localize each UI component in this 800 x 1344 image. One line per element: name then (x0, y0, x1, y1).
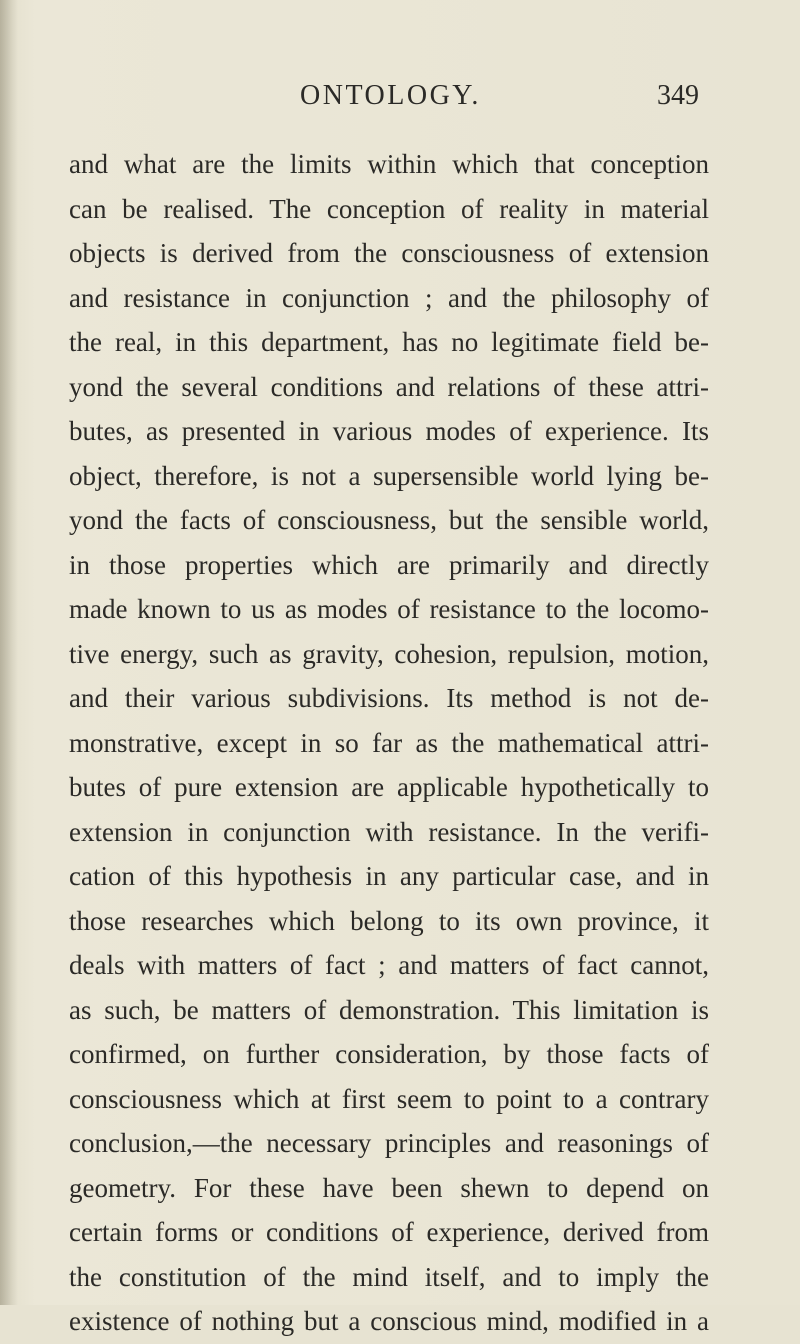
text-line: yond the several conditions and relations of these attri- (69, 371, 709, 402)
text-line: and their various subdivisions. Its method is not de- (69, 683, 709, 713)
text-line: the real, in this department, has no legitimate field be- (69, 327, 709, 357)
text-line: butes, as presented in various modes of experience. Its (69, 416, 709, 446)
text-line: objects is derived from the consciousness of extension (69, 238, 709, 268)
page-gutter-shadow (0, 0, 18, 1305)
text-line: certain forms or conditions of experience, derived from (69, 1217, 709, 1247)
text-line: those researches which belong to its own province, it (69, 905, 709, 936)
text-line: confirmed, on further consideration, by those facts of (69, 1039, 709, 1069)
text-line: geometry. For these have been shewn to depend on (69, 1172, 709, 1203)
text-line: tive energy, such as gravity, cohesion, repulsion, motion, (69, 638, 709, 669)
text-line: existence of nothing but a conscious mind, modified in a (69, 1306, 709, 1336)
text-line: and what are the limits within which that conception (69, 149, 709, 179)
text-line: monstrative, except in so far as the mathematical attri- (69, 727, 709, 758)
text-line: deals with matters of fact ; and matters of fact cannot, (69, 950, 709, 980)
text-line: the constitution of the mind itself, and to imply the (69, 1261, 709, 1292)
text-line: in those properties which are primarily and directly (69, 549, 709, 580)
text-line: can be realised. The conception of reality in material (69, 193, 709, 224)
text-line: cation of this hypothesis in any particular case, and in (69, 861, 709, 891)
running-title: ONTOLOGY. (300, 80, 481, 111)
text-line: as such, be matters of demonstration. This limitation is (69, 994, 709, 1025)
page-number: 349 (657, 80, 699, 111)
running-head (0, 76, 800, 116)
text-line: object, therefore, is not a supersensible world lying be- (69, 460, 709, 491)
text-line: conclusion,—the necessary principles and reasonings of (69, 1128, 709, 1158)
body-text (69, 142, 709, 1344)
text-line: butes of pure extension are applicable hypothetically to (69, 772, 709, 802)
text-line: made known to us as modes of resistance to the locomo- (69, 594, 709, 624)
text-line: extension in conjunction with resistance. In the verifi- (69, 816, 709, 847)
text-line: and resistance in conjunction ; and the philosophy of (69, 282, 709, 313)
text-line: yond the facts of consciousness, but the sensible world, (69, 505, 709, 535)
text-line: consciousness which at first seem to point to a contrary (69, 1083, 709, 1114)
